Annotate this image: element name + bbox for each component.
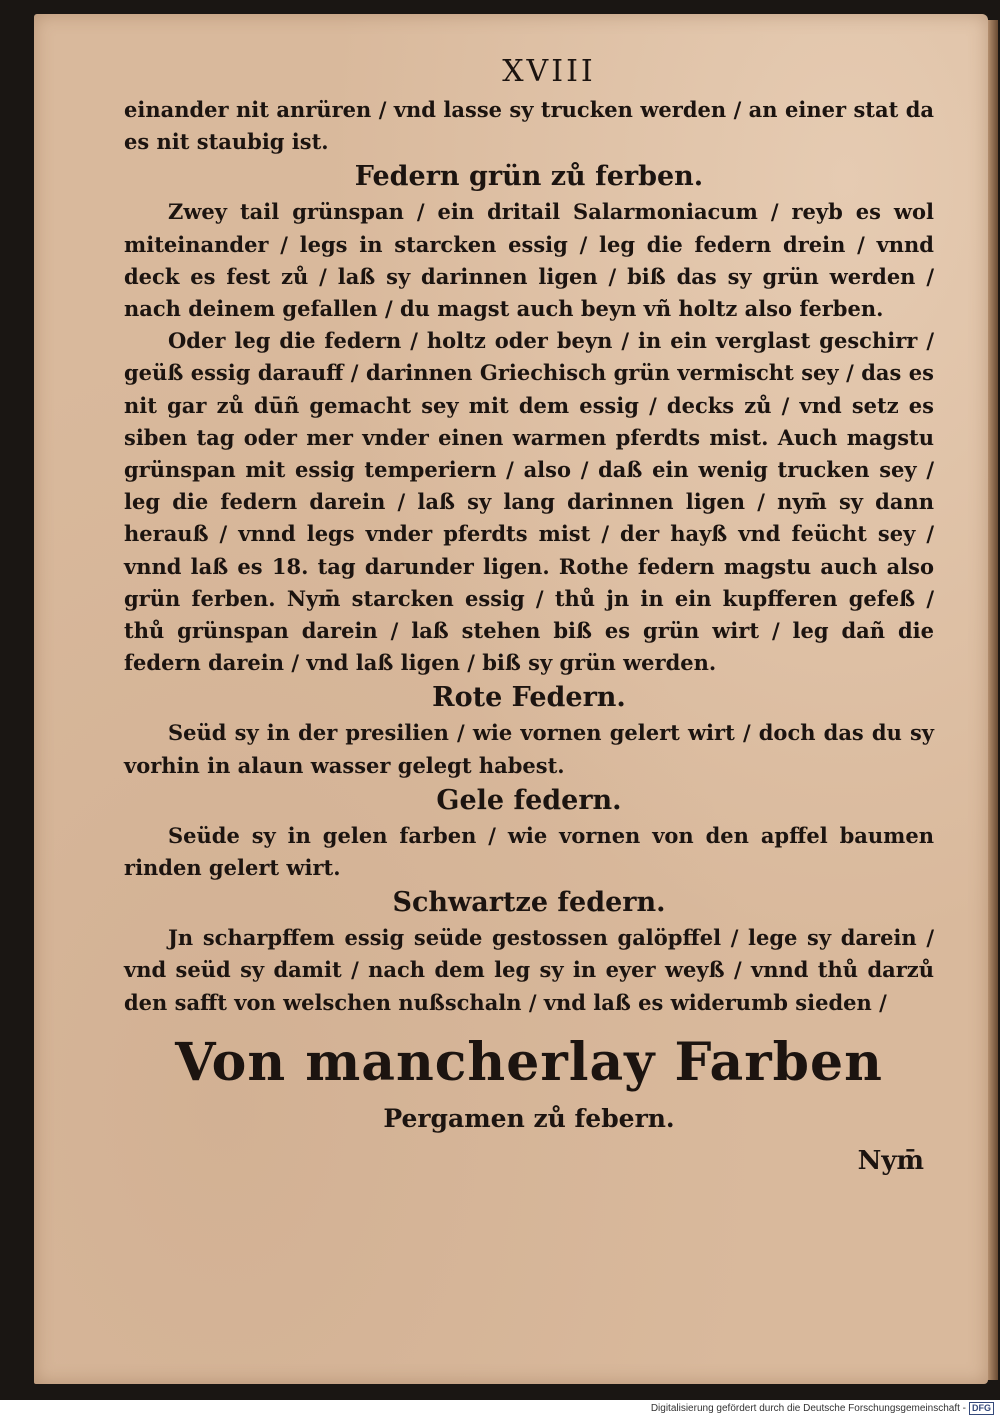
- paragraph-continuation: einander nit anrüren / vnd lasse sy trucken werden / an einer stat da es nit staubig ist.: [124, 97, 934, 155]
- heading-red-feathers: Rote Federn.: [432, 682, 626, 714]
- paragraph-yellow-recipe: Seüde sy in gelen farben / wie vornen von den apffel baumen rinden gelert wirt.: [124, 822, 934, 881]
- paragraph-green-recipe-1: Zwey tail grünspan / ein dritail Salarmoniacum / reyb es wol miteinander / legs in starcken essig / leg die federn drein / vnnd deck es fest zů / laß sy darinnen ligen / biß das sy grün werden / nach deinem gefallen / du magst auch beyn vñ holtz also ferben.: [124, 199, 934, 322]
- paragraph-green-recipe-2: Oder leg die federn / holtz oder beyn / in ein verglast geschirr / geüß essig darauff / darinnen Griechisch grün vermischt sey / das es nit gar zů dūñ gemacht sey mit dem essig / decks zů / vnd setz es siben tag oder mer vnder einen warmen pferdts mist. Auch magstu grünspan mit essig temperiern / also / daß ein wenig trucken sey / leg die federn darein / laß sy lang darinnen ligen / nym̄ sy dann herauß / vnnd legs vnder pferdts mist / der hayß vnd feücht sey / vnnd laß es 18. tag darunder ligen. Rothe federn magstu auch also grün ferben. Nym̄ starcken essig / thů jn in ein kupfferen gefeß / thů grünspan darein / laß stehen biß es grün wirt / leg dañ die federn darein / vnd laß ligen / biß sy grün werden.: [124, 328, 934, 676]
- section-title: Von mancherlay Farben: [175, 1031, 883, 1093]
- footer-credit: Digitalisierung gefördert durch die Deutsche Forschungsgemeinschaft -: [650, 1403, 966, 1414]
- paragraph-red-recipe: Seüd sy in der presilien / wie vornen gelert wirt / doch das du sy vorhin in alaun wasser gelegt habest.: [124, 720, 934, 778]
- heading-black-feathers: Schwartze federn.: [392, 887, 666, 919]
- digitization-footer: [0, 1400, 1000, 1418]
- section-subtitle: Pergamen zů febern.: [383, 1103, 675, 1133]
- catchword: Nym̄: [857, 1145, 924, 1176]
- page-text-block: [124, 50, 934, 1183]
- paragraph-black-recipe: Jn scharpffem essig seüde gestossen galöpffel / lege sy darein / vnd seüd sy damit / nach dem leg sy in eyer weyß / vnnd thů darzů den safft von welschen nußschaln / vnd laß es widerumb sieden /: [124, 925, 934, 1015]
- folio-number: XVIII: [502, 54, 596, 89]
- heading-yellow-feathers: Gele federn.: [436, 784, 622, 816]
- heading-green-feathers: Federn grün zů ferben.: [354, 161, 704, 193]
- page-edge: [988, 20, 998, 1380]
- dfg-logo: DFG: [969, 1402, 994, 1415]
